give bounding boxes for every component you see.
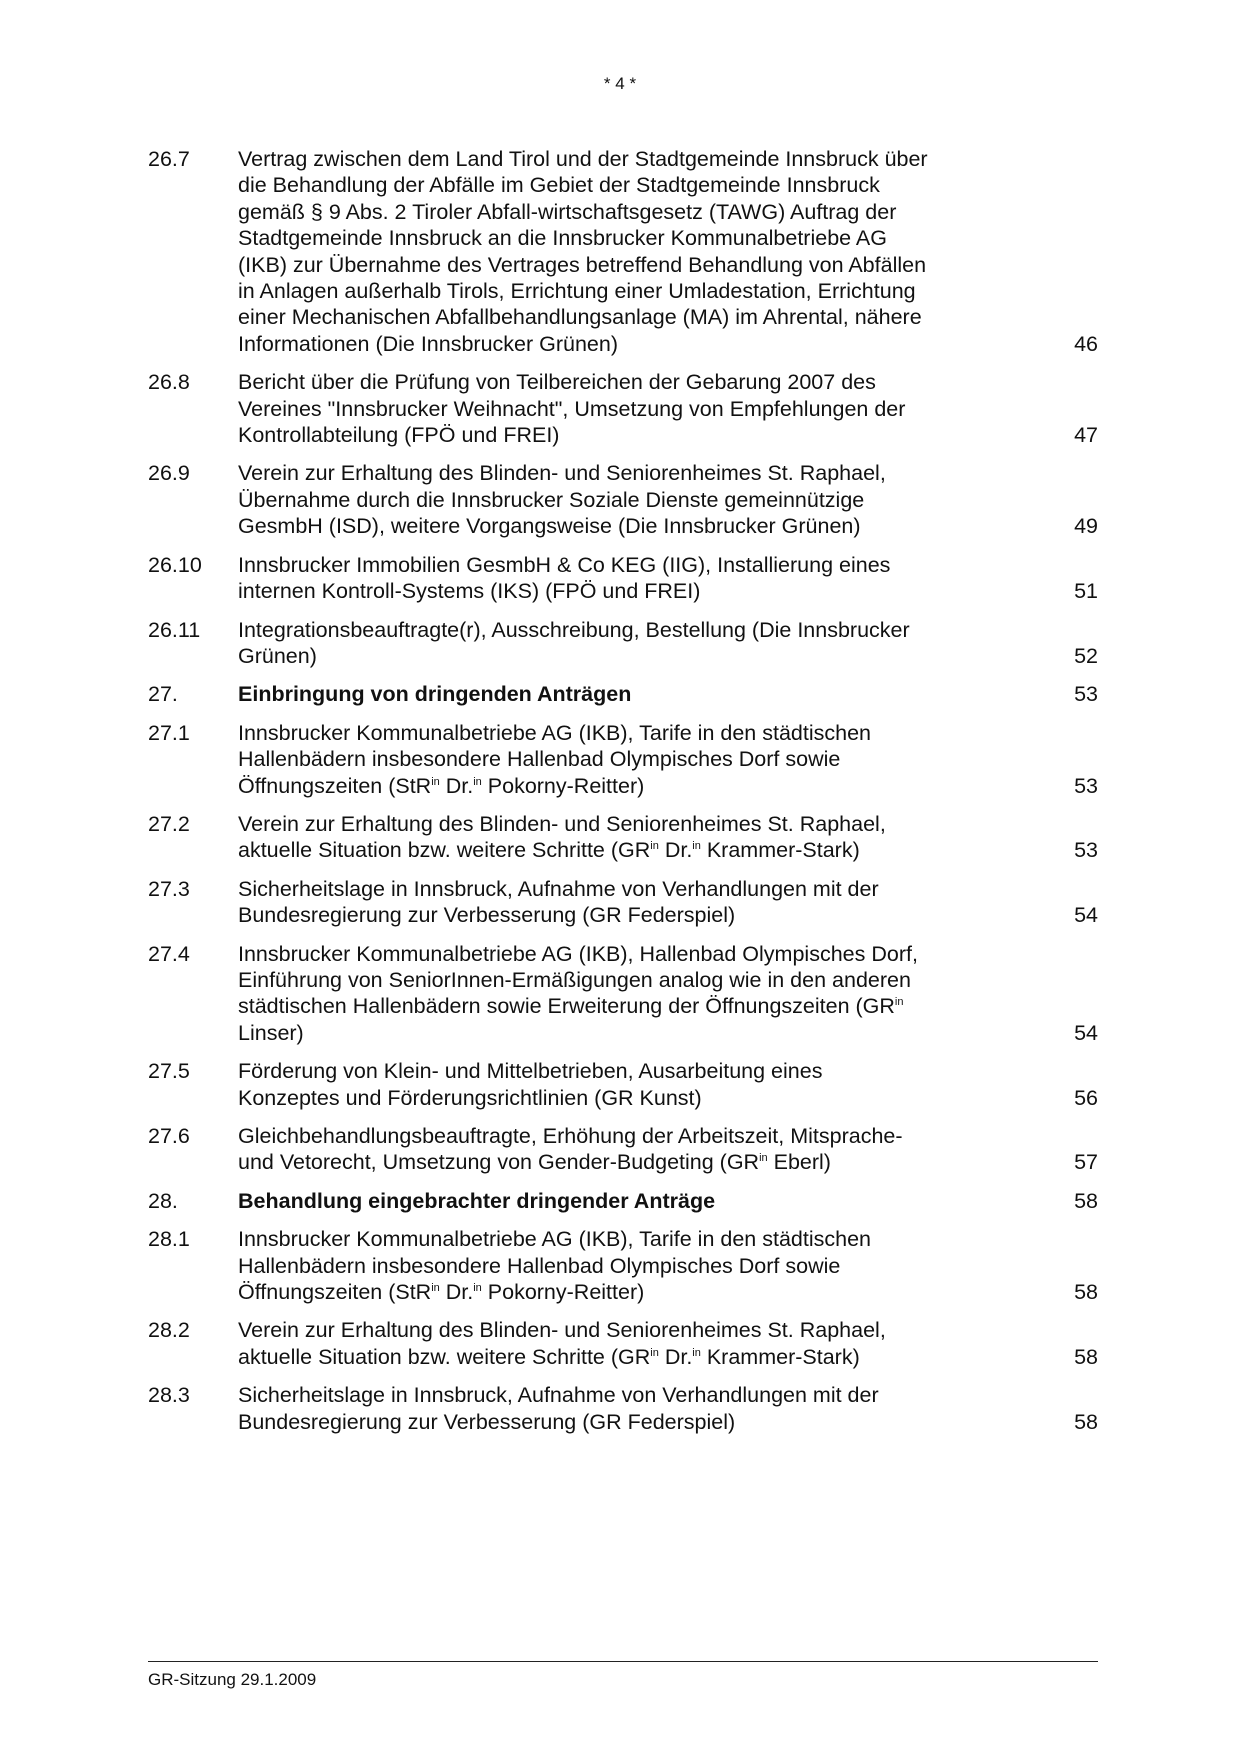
table-of-contents xyxy=(148,146,1098,1447)
title-text: Innsbrucker Kommunalbetriebe AG (IKB), Hallenbad Olympisches Dorf, Einführung von SeniorInnen-Ermäßigungen analog wie in den anderen städtischen Hallenbädern sowie Erweiterung der Öffnungszeiten (GR xyxy=(238,941,918,1019)
toc-entry-number: 27.6 xyxy=(148,1124,190,1148)
toc-section-heading xyxy=(148,1188,1098,1214)
toc-entry-title xyxy=(238,1188,928,1214)
footer-divider xyxy=(148,1661,1098,1662)
toc-entry-page-number: 53 xyxy=(1074,682,1098,707)
page-number: * 4 * xyxy=(603,74,637,93)
superscript-suffix: in xyxy=(473,775,482,788)
toc-entry-number: 27.1 xyxy=(148,720,190,745)
title-text: Krammer-Stark) xyxy=(700,838,860,863)
toc-entry xyxy=(148,552,1098,605)
toc-entry-number: 26.9 xyxy=(148,461,190,486)
toc-entry-number: 28.3 xyxy=(148,1383,190,1408)
toc-entry-page-number: 47 xyxy=(1074,423,1098,448)
toc-entry-page-number: 58 xyxy=(1074,1344,1098,1369)
toc-entry-number: 27.4 xyxy=(148,941,190,966)
toc-entry-number: 26.11 xyxy=(148,617,201,642)
toc-entry-title xyxy=(238,1317,928,1370)
toc-entry xyxy=(148,720,1098,799)
toc-entry-title xyxy=(238,460,928,539)
toc-entry xyxy=(148,1382,1098,1435)
toc-entry xyxy=(148,460,1098,539)
title-text: Eberl) xyxy=(767,1150,831,1175)
toc-entry xyxy=(148,369,1098,448)
superscript-suffix: in xyxy=(759,1152,768,1165)
toc-entry-title xyxy=(238,720,928,799)
toc-entry-number: 27.5 xyxy=(148,1059,190,1084)
title-text: Verein zur Erhaltung des Blinden- und Seniorenheimes St. Raphael, aktuelle Situation bzw. weitere Schritte (GR xyxy=(238,811,886,863)
title-text: Vertrag zwischen dem Land Tirol und der Stadtgemeinde Innsbruck über die Behandlung der Abfälle im Gebiet der Stadtgemeinde Innsbruck gemäß § 9 Abs. 2 Tiroler Abfall-wirtschaftsgesetz (TAWG) Auftrag der Stadtgemeinde Innsbruck an die Innsbrucker Kommunalbetriebe AG (IKB) zur Übernahme des Vertrages betreffend Behandlung von Abfällen in Anlagen außerhalb Tirols, Errichtung einer Umladestation, Errichtung einer Mechanischen Abfallbehandlungsanlage (MA) im Ahrental, nähere Informationen (Die Innsbrucker Grünen) xyxy=(238,147,928,356)
toc-entry xyxy=(148,811,1098,864)
toc-entry-title xyxy=(238,1123,928,1176)
title-text: Verein zur Erhaltung des Blinden- und Seniorenheimes St. Raphael, Übernahme durch die Innsbrucker Soziale Dienste gemeinnützige GesmbH (ISD), weitere Vorgangsweise (Die Innsbrucker Grünen) xyxy=(238,461,886,539)
toc-entry xyxy=(148,1058,1098,1111)
title-text: Pokorny-Reitter) xyxy=(481,1280,645,1305)
superscript-suffix: in xyxy=(692,1346,701,1359)
title-text: Sicherheitslage in Innsbruck, Aufnahme von Verhandlungen mit der Bundesregierung zur Verbesserung (GR Federspiel) xyxy=(238,876,879,928)
title-text: Innsbrucker Kommunalbetriebe AG (IKB), Tarife in den städtischen Hallenbädern insbesondere Hallenbad Olympisches Dorf sowie Öffnungszeiten (StR xyxy=(238,720,871,798)
title-text: Förderung von Klein- und Mittelbetrieben, Ausarbeitung eines Konzeptes und Förderungsrichtlinien (GR Kunst) xyxy=(238,1059,823,1110)
toc-entry-page-number: 58 xyxy=(1074,1409,1098,1434)
superscript-suffix: in xyxy=(431,775,440,788)
title-text: Linser) xyxy=(238,1020,304,1045)
toc-entry-number: 26.10 xyxy=(148,552,202,577)
title-text: Bericht über die Prüfung von Teilbereichen der Gebarung 2007 des Vereines "Innsbrucker Weihnacht", Umsetzung von Empfehlungen der Kontrollabteilung (FPÖ und FREI) xyxy=(238,370,906,448)
toc-entry-page-number: 58 xyxy=(1074,1188,1098,1213)
toc-entry-page-number: 54 xyxy=(1074,1020,1098,1045)
toc-entry-page-number: 46 xyxy=(1074,331,1098,356)
toc-entry xyxy=(148,146,1098,357)
toc-entry xyxy=(148,941,1098,1047)
footer-session-date: GR-Sitzung 29.1.2009 xyxy=(148,1670,317,1689)
toc-entry-page-number: 51 xyxy=(1074,579,1098,604)
superscript-suffix: in xyxy=(473,1281,482,1294)
toc-entry-page-number: 54 xyxy=(1074,903,1098,928)
title-text: Innsbrucker Immobilien GesmbH & Co KEG (IIG), Installierung eines internen Kontroll-Systems (IKS) (FPÖ und FREI) xyxy=(238,552,891,604)
toc-entry-number: 27. xyxy=(148,682,178,707)
toc-entry-number: 28. xyxy=(148,1188,178,1213)
toc-section-heading xyxy=(148,681,1098,707)
toc-entry-page-number: 53 xyxy=(1074,773,1098,798)
toc-entry xyxy=(148,1317,1098,1370)
title-text: Einbringung von dringenden Anträgen xyxy=(238,682,632,707)
superscript-suffix: in xyxy=(894,996,904,1009)
toc-entry-number: 27.3 xyxy=(148,876,190,901)
title-text: Verein zur Erhaltung des Blinden- und Seniorenheimes St. Raphael, aktuelle Situation bzw. weitere Schritte (GR xyxy=(238,1318,886,1369)
toc-entry-title xyxy=(238,681,928,707)
toc-entry-page-number: 57 xyxy=(1074,1150,1098,1175)
toc-entry-page-number: 58 xyxy=(1074,1280,1098,1305)
toc-entry-title xyxy=(238,369,928,448)
toc-entry-page-number: 53 xyxy=(1074,838,1098,863)
toc-entry-page-number: 56 xyxy=(1074,1085,1098,1110)
toc-entry-number: 26.7 xyxy=(148,147,190,171)
superscript-suffix: in xyxy=(431,1281,440,1294)
toc-entry-title xyxy=(238,1226,928,1305)
toc-entry-title xyxy=(238,146,928,357)
title-text: Dr. xyxy=(439,1280,474,1305)
title-text: Sicherheitslage in Innsbruck, Aufnahme von Verhandlungen mit der Bundesregierung zur Verbesserung (GR Federspiel) xyxy=(238,1383,879,1434)
toc-entry-title xyxy=(238,941,928,1047)
toc-entry-title xyxy=(238,1382,928,1435)
title-text: Innsbrucker Kommunalbetriebe AG (IKB), Tarife in den städtischen Hallenbädern insbesondere Hallenbad Olympisches Dorf sowie Öffnungszeiten (StR xyxy=(238,1227,871,1305)
toc-entry xyxy=(148,1226,1098,1305)
superscript-suffix: in xyxy=(650,1346,659,1359)
toc-entry xyxy=(148,876,1098,929)
toc-entry xyxy=(148,617,1098,670)
toc-entry-title xyxy=(238,876,928,929)
toc-entry-number: 28.2 xyxy=(148,1318,190,1343)
toc-entry-page-number: 52 xyxy=(1074,643,1098,668)
toc-entry-number: 27.2 xyxy=(148,811,190,836)
title-text: Pokorny-Reitter) xyxy=(481,773,645,798)
title-text: Behandlung eingebrachter dringender Anträge xyxy=(238,1188,716,1213)
title-text: Gleichbehandlungsbeauftragte, Erhöhung der Arbeitszeit, Mitsprache- und Vetorecht, Umsetzung von Gender-Budgeting (GR xyxy=(238,1124,903,1175)
title-text: Dr. xyxy=(658,1344,693,1369)
superscript-suffix: in xyxy=(650,840,659,853)
toc-entry-title xyxy=(238,1058,928,1111)
toc-entry xyxy=(148,1123,1098,1176)
title-text: Dr. xyxy=(439,773,474,798)
title-text: Krammer-Stark) xyxy=(700,1344,860,1369)
toc-entry-title xyxy=(238,552,928,605)
toc-entry-number: 28.1 xyxy=(148,1227,190,1252)
toc-entry-page-number: 49 xyxy=(1074,514,1098,539)
title-text: Integrationsbeauftragte(r), Ausschreibung, Bestellung (Die Innsbrucker Grünen) xyxy=(238,617,910,668)
toc-entry-title xyxy=(238,811,928,864)
title-text: Dr. xyxy=(658,838,693,863)
superscript-suffix: in xyxy=(692,840,701,853)
toc-entry-number: 26.8 xyxy=(148,370,190,395)
toc-entry-title xyxy=(238,617,928,670)
